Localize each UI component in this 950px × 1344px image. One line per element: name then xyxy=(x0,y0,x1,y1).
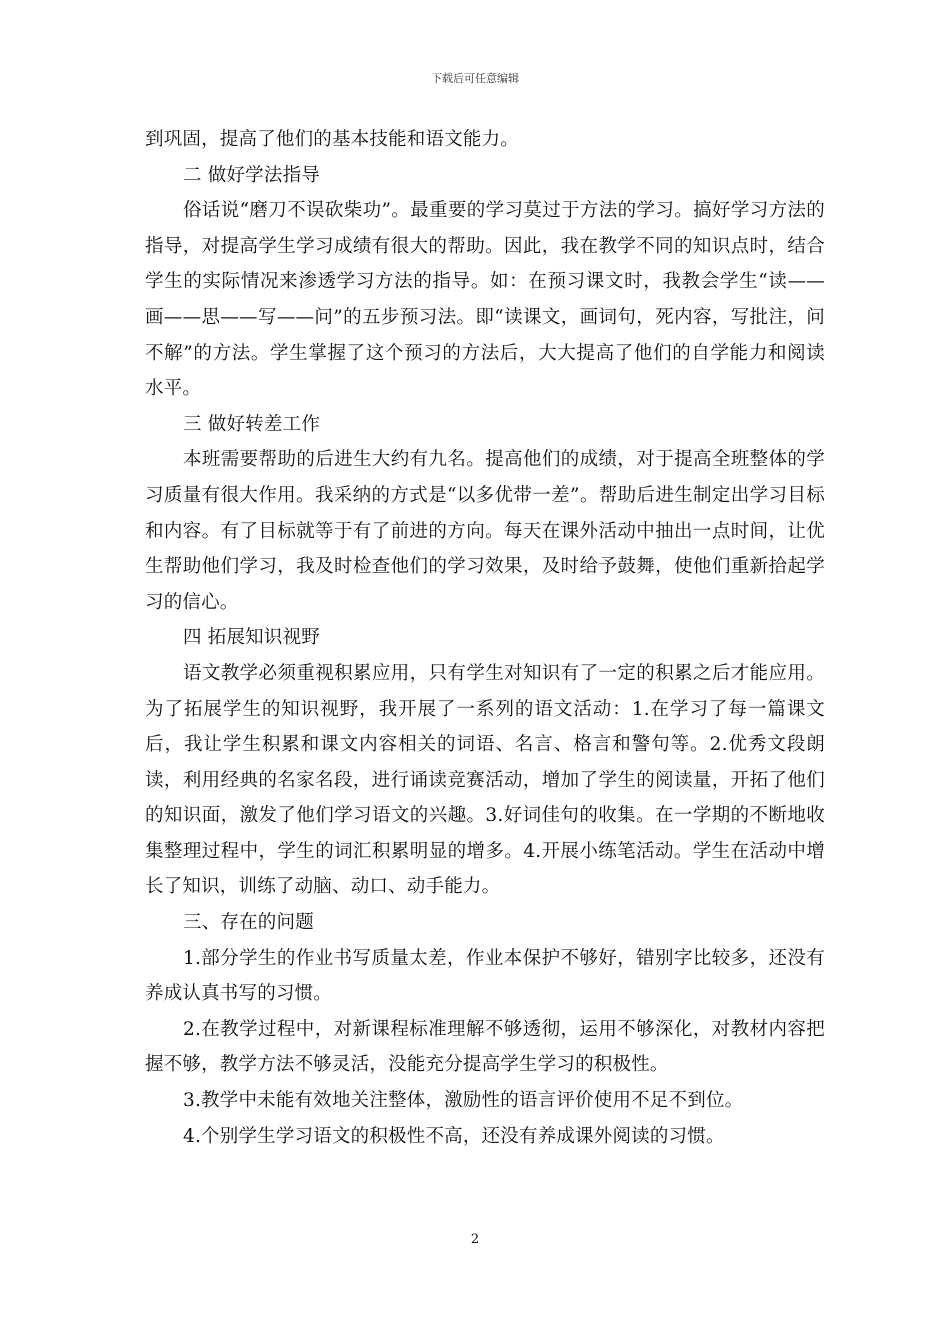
problem-item-1: 1.部分学生的作业书写质量太差，作业本保护不够好，错别字比较多，还没有养成认真书写的习惯。 xyxy=(145,947,825,1005)
paragraph-study-method: 俗话说“磨刀不误砍柴功”。最重要的学习莫过于方法的学习。搞好学习方法的指导，对提高学生学习成绩有很大的帮助。因此，我在教学不同的知识点时，结合学生的实际情况来渗透学习方法的指导。如：在预习课文时，我教会学生“读——画——思——写——问”的五步预习法。即“读课文，画词句，死内容，写批注，问不解”的方法。学生掌握了这个预习的方法后，大大提高了他们的自学能力和阅读水平。 xyxy=(145,200,825,400)
problem-item-3: 3.教学中未能有效地关注整体，激励性的语言评价使用不足不到位。 xyxy=(183,1090,744,1112)
document-body xyxy=(145,122,825,1154)
section-heading-study-method: 二 做好学法指导 xyxy=(183,164,320,186)
section-heading-knowledge: 四 拓展知识视野 xyxy=(183,627,320,649)
paragraph-knowledge: 语文教学必须重视积累应用，只有学生对知识有了一定的积累之后才能应用。为了拓展学生的知识视野，我开展了一系列的语文活动：1.在学习了每一篇课文后，我让学生积累和课文内容相关的词语、名言、格言和警句等。2.优秀文段朗读，利用经典的名家名段，进行诵读竞赛活动，增加了学生的阅读量，开拓了他们的知识面，激发了他们学习语文的兴趣。3.好词佳句的收集。在一学期的不断地收集整理过程中，学生的词汇积累明显的增多。4.开展小练笔活动。学生在活动中增长了知识，训练了动脑、动口、动手能力。 xyxy=(145,662,825,898)
problem-item-4: 4.个别学生学习语文的积极性不高，还没有养成课外阅读的习惯。 xyxy=(183,1125,725,1147)
section-heading-weak-students: 三 做好转差工作 xyxy=(183,413,320,435)
problem-item-2: 2.在教学过程中，对新课程标准理解不够透彻，运用不够深化，对教材内容把握不够，教学方法不够灵活，没能充分提高学生学习的积极性。 xyxy=(145,1018,825,1076)
page-header: 下载后可任意编辑 xyxy=(431,72,519,85)
paragraph-weak-students: 本班需要帮助的后进生大约有九名。提高他们的成绩，对于提高全班整体的学习质量有很大作用。我采纳的方式是“以多优带一差”。帮助后进生制定出学习目标和内容。有了目标就等于有了前进的方向。每天在课外活动中抽出一点时间，让优生帮助他们学习，我及时检查他们的学习效果，及时给予鼓舞，使他们重新拾起学习的信心。 xyxy=(145,449,825,613)
paragraph-continuation: 到巩固，提高了他们的基本技能和语文能力。 xyxy=(145,129,520,150)
page-number: 2 xyxy=(470,1232,480,1247)
section-heading-problems: 三、存在的问题 xyxy=(183,912,314,934)
